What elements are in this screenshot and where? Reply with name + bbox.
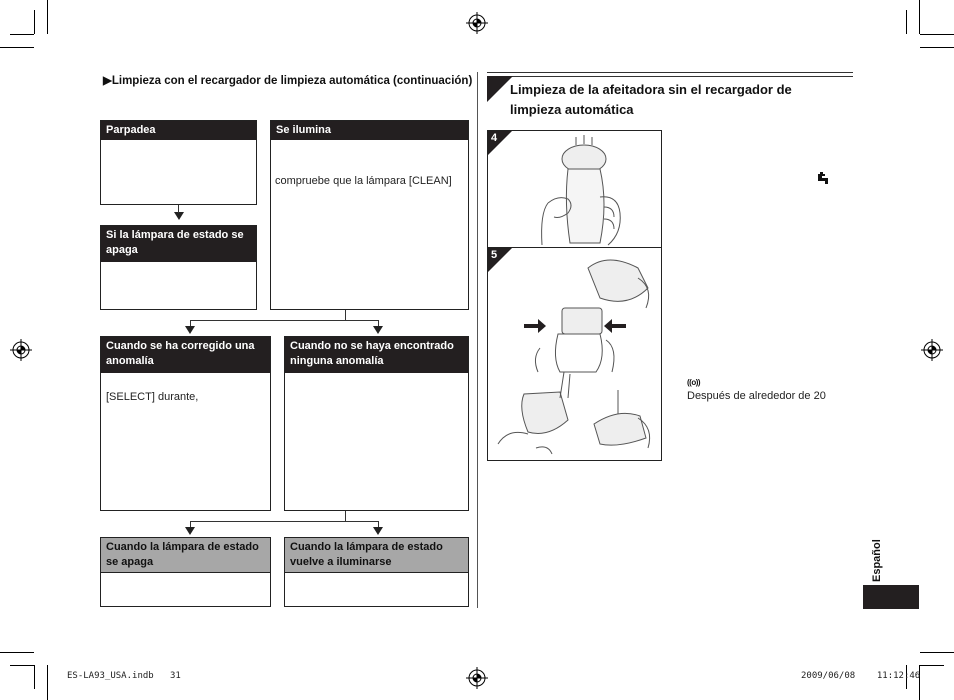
- box-vuelve-iluminarse: [284, 537, 469, 607]
- triangle-marker-icon: ▶: [103, 75, 112, 87]
- registration-mark-icon: [466, 12, 488, 34]
- crop-mark: [47, 0, 48, 34]
- crop-mark: [0, 652, 34, 653]
- shaver-rinse-illustration: [528, 133, 658, 247]
- shaver-disassembly-illustration: [488, 248, 662, 461]
- left-section-title: [103, 73, 472, 87]
- crop-mark: [10, 34, 34, 35]
- registration-mark-icon: [466, 667, 488, 689]
- registration-mark-icon: [10, 339, 32, 361]
- footer-file: ES-LA93_USA.indb 31: [67, 671, 181, 681]
- flow-line: [178, 205, 179, 213]
- box-header: Parpadea: [101, 121, 256, 140]
- box-header: Cuando se ha corregido una anomalía: [101, 337, 270, 373]
- flow-arrow: [185, 326, 195, 334]
- step4-number: 4: [491, 132, 498, 144]
- step5-text: Después de alrededor de 20: [687, 390, 826, 402]
- right-title-rule: [487, 76, 853, 77]
- crop-mark: [919, 0, 920, 34]
- right-section-title: [510, 80, 792, 120]
- flow-arrow: [373, 326, 383, 334]
- right-title-line2: limpieza automática: [510, 102, 634, 117]
- flow-arrow: [185, 527, 195, 535]
- column-divider: [477, 72, 478, 608]
- crop-mark: [0, 47, 34, 48]
- flow-line: [190, 320, 379, 321]
- flow-line: [190, 521, 379, 522]
- box-header: Cuando no se haya encontrado ninguna anomalía: [285, 337, 468, 373]
- left-title-text: Limpieza con el recargador de limpieza automática (continuación): [111, 75, 473, 87]
- crop-mark: [920, 34, 954, 35]
- crop-mark: [10, 665, 34, 666]
- crop-mark: [47, 665, 48, 700]
- box-si-apaga: [100, 225, 257, 310]
- box-se-ilumina: [270, 120, 469, 310]
- right-title-line1: Limpieza de la afeitadora sin el recargador de: [510, 82, 792, 97]
- box-body-text: [SELECT] durante,: [106, 391, 199, 403]
- crop-mark: [920, 665, 944, 666]
- box-body-text: compruebe que la lámpara [CLEAN]: [275, 175, 452, 187]
- flow-line: [345, 310, 346, 320]
- box-parpadea: [100, 120, 257, 205]
- crop-mark: [34, 665, 35, 689]
- step5-figure: [487, 247, 662, 461]
- crop-mark: [906, 10, 907, 34]
- box-header: Si la lámpara de estado se apaga: [101, 226, 256, 262]
- box-no-anomalia: [284, 336, 469, 511]
- right-title-rule: [487, 72, 853, 73]
- flow-arrow: [174, 212, 184, 220]
- box-header: Cuando la lámpara de estado vuelve a iluminarse: [285, 538, 468, 573]
- footer-date: 2009/06/08 11:12:46: [801, 671, 921, 681]
- crop-mark: [34, 10, 35, 34]
- box-header: Cuando la lámpara de estado se apaga: [101, 538, 270, 573]
- crop-mark: [920, 652, 954, 653]
- vibration-icon: ((o)): [687, 378, 701, 387]
- box-corregido: [100, 336, 271, 511]
- step5-number: 5: [491, 249, 498, 261]
- language-tab-label: Español: [871, 539, 883, 582]
- box-lampara-apaga: [100, 537, 271, 607]
- step4-figure: [487, 130, 662, 248]
- flow-arrow: [373, 527, 383, 535]
- box-header: Se ilumina: [271, 121, 468, 140]
- flow-line: [345, 511, 346, 521]
- language-tab-block: [863, 585, 919, 609]
- faucet-icon: [815, 172, 831, 186]
- crop-mark: [920, 47, 954, 48]
- registration-mark-icon: [921, 339, 943, 361]
